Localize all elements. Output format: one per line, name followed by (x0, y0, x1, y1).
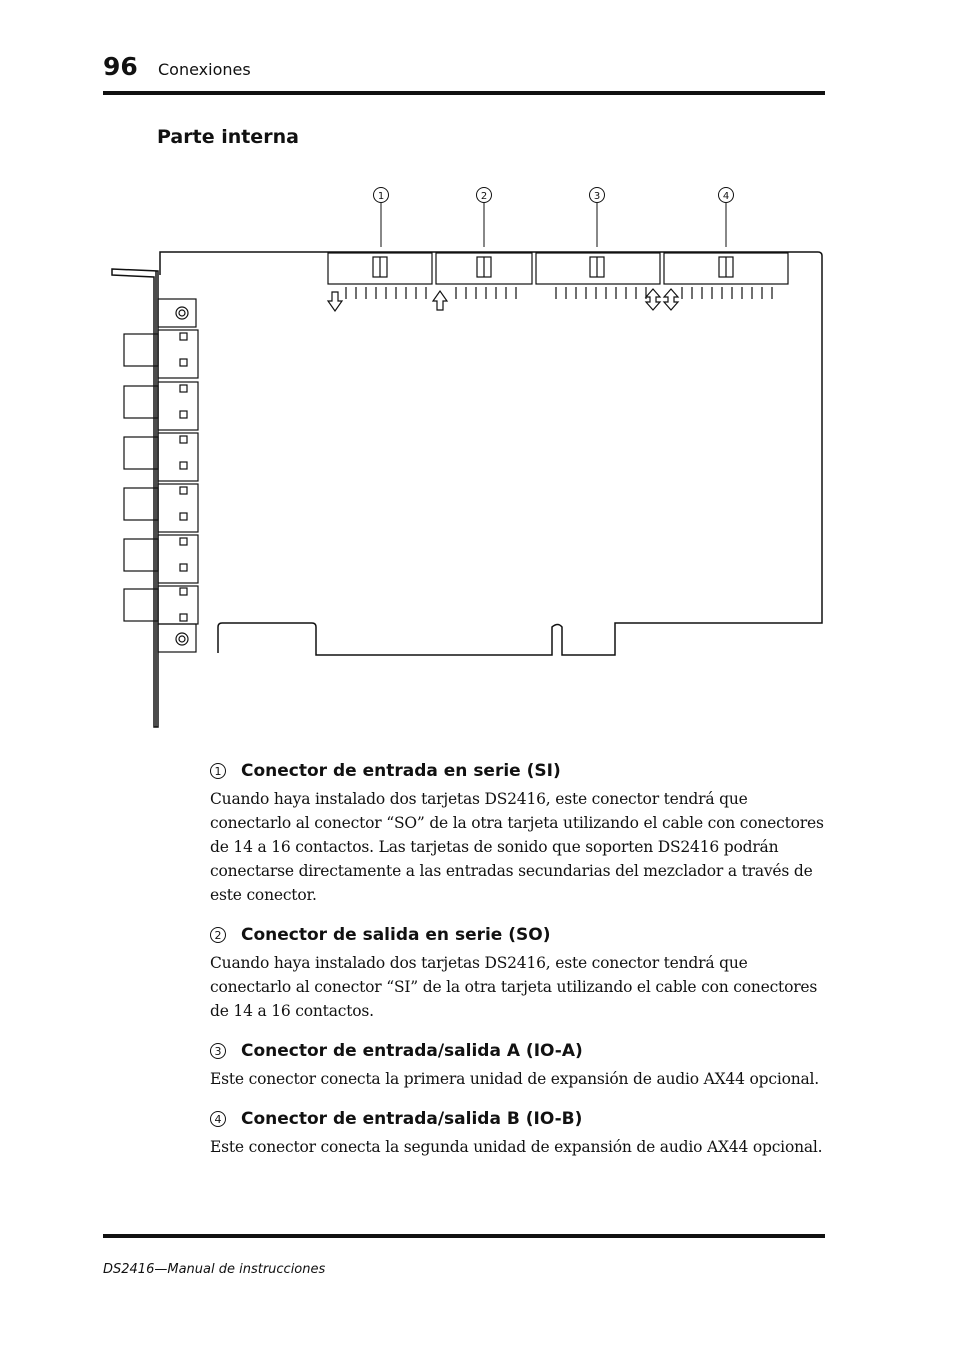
item-description: Cuando haya instalado dos tarjetas DS2416, este conector tendrá que conectarlo al conector “SO” de la otra tarjeta utilizando el cable con conectores de 14 a 16 contactos. Las tarjetas de sonido que soporten DS2416 podrán conectarse directamente a las entradas secundarias del mezclador a través de este conector. (210, 790, 824, 904)
item-title: Conector de entrada/salida A (IO-A) (241, 1041, 583, 1061)
header-rule (103, 91, 825, 95)
io-b-connector (664, 253, 788, 284)
item-number: 3 (210, 1043, 226, 1059)
item-number: 2 (210, 927, 226, 943)
footer-rule (103, 1234, 825, 1238)
chapter-title: Conexiones (158, 60, 251, 79)
list-item (210, 758, 825, 907)
list-item (210, 1106, 825, 1159)
screw-icon (176, 633, 188, 645)
card-diagram (100, 175, 830, 735)
item-number: 1 (210, 763, 226, 779)
item-heading (210, 1038, 825, 1064)
si-connector (328, 253, 432, 284)
io-a-connector (536, 253, 660, 284)
callout-3-label: 3 (593, 191, 601, 202)
item-description: Este conector conecta la primera unidad de expansión de audio AX44 opcional. (210, 1070, 820, 1088)
item-title: Conector de entrada en serie (SI) (241, 761, 561, 781)
item-description: Cuando haya instalado dos tarjetas DS2416, este conector tendrá que conectarlo al conector “SI” de la otra tarjeta utilizando el cable con conectores de 14 a 16 contactos. (210, 954, 818, 1020)
callout-1-label: 1 (377, 191, 385, 202)
item-title: Conector de salida en serie (SO) (241, 925, 551, 945)
arrow-up-icon (433, 291, 447, 310)
page-header (103, 50, 825, 96)
callout-2 (477, 188, 492, 248)
connector-pins (346, 287, 772, 299)
jack-panel (124, 299, 198, 652)
screw-icon (176, 307, 188, 319)
item-heading (210, 1106, 825, 1132)
callout-2-label: 2 (480, 191, 488, 202)
arrow-down-icon (328, 292, 342, 311)
section-title: Parte interna (157, 126, 299, 148)
callout-1 (374, 188, 389, 248)
page-footer: DS2416—Manual de instrucciones (103, 1262, 326, 1277)
item-description: Este conector conecta la segunda unidad de expansión de audio AX44 opcional. (210, 1138, 823, 1156)
callout-3 (590, 188, 605, 248)
arrow-up-down-icon (664, 289, 678, 310)
page-number: 96 (103, 52, 138, 81)
connector-list (210, 758, 825, 1174)
item-title: Conector de entrada/salida B (IO-B) (241, 1109, 583, 1129)
callout-4 (719, 188, 734, 248)
list-item (210, 922, 825, 1023)
arrow-up-down-icon (646, 289, 660, 310)
callout-4-label: 4 (722, 191, 730, 202)
so-connector (436, 253, 532, 284)
item-heading (210, 922, 825, 948)
list-item (210, 1038, 825, 1091)
card-outline (112, 252, 822, 727)
item-heading (210, 758, 825, 784)
item-number: 4 (210, 1111, 226, 1127)
